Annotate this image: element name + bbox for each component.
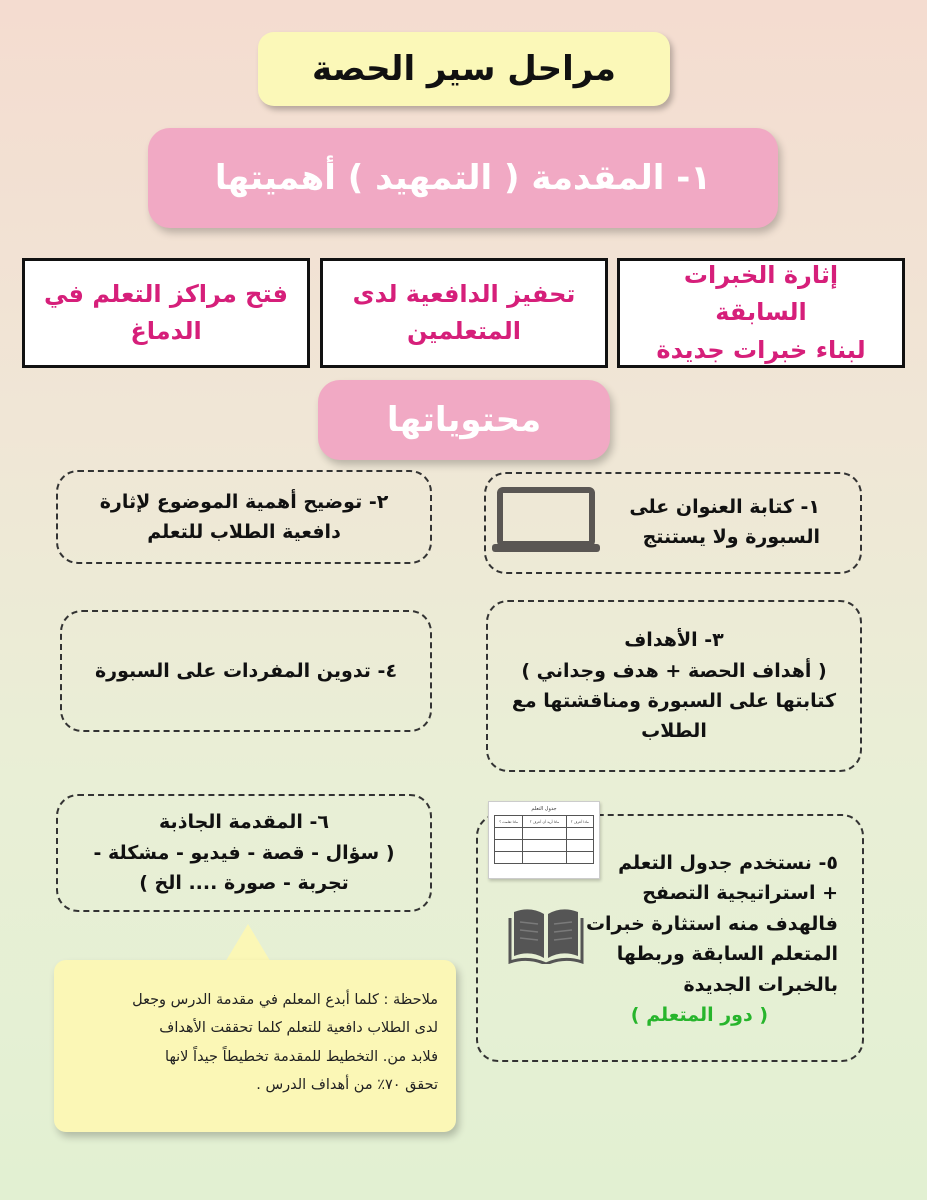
content-text: دافعية الطلاب للتعلم <box>147 521 341 543</box>
learning-table <box>494 815 594 864</box>
note-text: فلابد من. التخطيط للمقدمة تخطيطاً جيداً لانها <box>165 1048 438 1065</box>
note-box <box>54 960 456 1132</box>
content-text: ( سؤال - قصة - فيديو - مشكلة - <box>93 841 395 864</box>
learning-table-thumbnail <box>488 801 600 879</box>
content-text: السبورة ولا يستنتج <box>642 526 820 549</box>
learner-role-label: ( دور المتعلم ) <box>630 1003 768 1026</box>
content-box-6 <box>56 794 432 912</box>
content-box-3 <box>486 600 862 772</box>
content-text: ٢- توضيح أهمية الموضوع لإثارة <box>99 490 389 513</box>
learning-table-title: جدول التعلم <box>531 806 557 812</box>
learning-table-cell <box>523 828 566 840</box>
section-contents: محتوياتها <box>318 380 610 460</box>
learning-table-header: ماذا أريد أن أعرف ؟ <box>523 816 566 828</box>
importance-box-learning-centers <box>22 258 310 368</box>
content-text: ٣- الأهداف <box>624 629 724 652</box>
content-text: كتابتها على السبورة ومناقشتها مع <box>511 690 837 712</box>
importance-text: تحفيز الدافعية لدى <box>352 279 576 308</box>
content-text: الطلاب <box>641 720 707 743</box>
content-box-4 <box>60 610 432 732</box>
learning-table-header: ماذا أعرف ؟ <box>566 816 593 828</box>
learning-table-cell <box>495 852 523 864</box>
page-title: مراحل سير الحصة <box>258 32 670 106</box>
note-text: ملاحظة : كلما أبدع المعلم في مقدمة الدرس وجعل <box>132 992 438 1008</box>
content-text: ٦- المقدمة الجاذبة <box>159 811 329 834</box>
importance-text: إثارة الخبرات السابقة <box>683 261 839 327</box>
note-text: لدى الطلاب دافعية للتعلم كلما تحققت الأهداف <box>159 1020 438 1037</box>
importance-box-motivation <box>320 258 608 368</box>
importance-text: المتعلمين <box>407 317 521 345</box>
laptop-icon <box>490 486 602 554</box>
content-text: تجربة - صورة .... الخ ) <box>139 872 349 895</box>
note-callout-pointer <box>214 922 280 964</box>
content-text: ٥- نستخدم جدول التعلم <box>618 852 838 874</box>
learning-table-cell <box>566 828 593 840</box>
learning-table-cell <box>523 852 566 864</box>
content-text: بالخبرات الجديدة <box>683 973 838 996</box>
importance-text: الدماغ <box>130 317 202 345</box>
content-box-2 <box>56 470 432 564</box>
content-text: المتعلم السابقة وربطها <box>616 943 838 966</box>
learning-table-cell <box>495 828 523 840</box>
learning-table-cell <box>523 840 566 852</box>
section-introduction-importance: ١- المقدمة ( التمهيد ) أهميتها <box>148 128 778 228</box>
open-book-icon <box>508 906 584 964</box>
importance-box-prior-experience <box>617 258 905 368</box>
importance-text: فتح مراكز التعلم في <box>44 279 288 308</box>
content-text: ( أهداف الحصة + هدف وجداني ) <box>521 659 827 682</box>
learning-table-cell <box>566 852 593 864</box>
learning-table-cell <box>495 840 523 852</box>
importance-text: لبناء خبرات جديدة <box>656 335 866 364</box>
content-text: ١- كتابة العنوان على <box>629 496 820 518</box>
note-text: تحقق ٧٠٪ من أهداف الدرس . <box>256 1076 438 1093</box>
learning-table-header: ماذا تعلمت ؟ <box>495 816 523 828</box>
content-text: + استراتيجية التصفح <box>642 882 838 905</box>
learning-table-cell <box>566 840 593 852</box>
content-text: فالهدف منه استثارة خبرات <box>585 912 838 935</box>
content-text: ٤- تدوين المفردات على السبورة <box>94 659 398 682</box>
